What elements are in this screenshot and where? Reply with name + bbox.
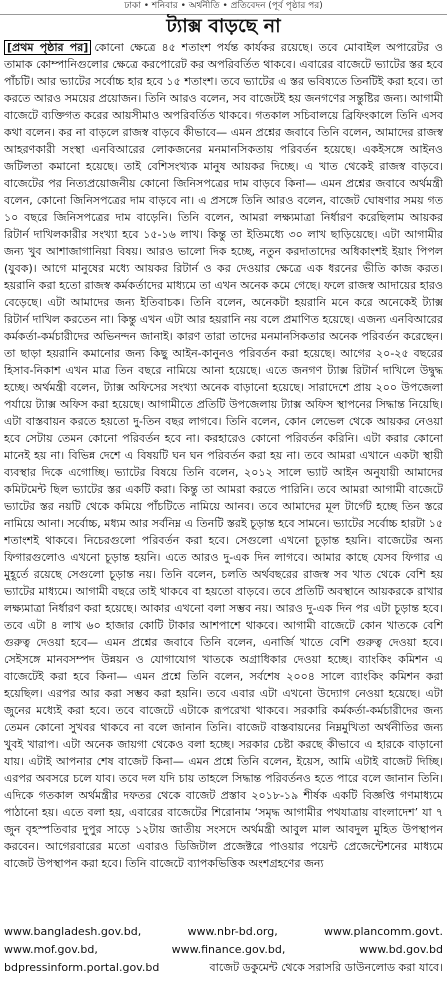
link-pressinform[interactable]: bdpressinform.portal.gov.bd <box>4 961 160 974</box>
link-bangladesh-gov[interactable]: www.bangladesh.gov.bd, <box>4 925 142 938</box>
continuation-tag: [প্রথম পৃষ্ঠার পর] <box>4 40 91 55</box>
download-note: বাজেট ডকুমেন্ট থেকে সরাসরি ডাউনলোড করা যাবে। <box>209 961 443 974</box>
article-paragraph <box>4 39 443 872</box>
link-plancomm[interactable]: www.plancomm.govt. <box>324 925 443 938</box>
reference-links <box>4 923 443 979</box>
link-bd-gov[interactable]: www.bd.gov.bd <box>359 943 443 956</box>
link-nbr[interactable]: www.nbr-bd.org, <box>187 925 278 938</box>
link-mof[interactable]: www.mof.gov.bd, <box>4 943 98 956</box>
page-header-strip: ঢাকা • শনিবার • অর্থনীতি • প্রতিবেদন (পূর্ব পৃষ্ঠার পর) <box>0 0 447 15</box>
links-row-2 <box>4 941 443 959</box>
link-finance[interactable]: www.finance.gov.bd, <box>171 943 286 956</box>
links-row-1 <box>4 923 443 941</box>
links-row-3 <box>4 959 443 977</box>
article-body <box>4 39 443 921</box>
article-headline: ট্যাক্স বাড়ছে না <box>166 15 281 37</box>
article-text: কোনো ক্ষেত্রে ৪৫ শতাংশ পর্যন্ত কার্যকর রয়েছে। তবে মোবাইল অপারেটর ও তামাক কোম্পানিগুলোর ক্ষেত্রে করপোরেট কর অপরিবর্তিত থাকবে। এবারের বাজেটে ভ্যাটের স্তর হবে পাঁচটি। আর ভ্যাটের সর্বোচ্চ হার হবে ১৫ শতাংশ। তবে ভ্যাটের এ স্তর ভবিষ্যতে তিনটিই করা হবে। তা করতে আরও সময়ের প্রয়োজন। তিনি আরও বলেন, সব বাজেটই হয় জনগণের সন্তুষ্টির জন্য। আগামী বাজেটে ব্যক্তিগত করের আয়সীমাও অপরিবর্তিত থাকবে। গতকাল সচিবালয়ে ব্রিফিংকালে তিনি এসব কথা বলেন। কর না বাড়লে রাজস্ব বাড়বে কীভাবে— এমন প্রশ্নের জবাবে তিনি বলেন, আমাদের রাজস্ব আহরণকারী সংস্থা এনবিআরের লোকজনের মনমানসিকতায় পরিবর্তন হয়েছে। একইসঙ্গে আইনও জটিলতা কমানো হয়েছে। তাই বেশিসংখ্যক মানুষ আয়কর দিচ্ছে। এ খাত থেকেই রাজস্ব বাড়বে। বাজেটের পর নিত্যপ্রয়োজনীয় কোনো জিনিসপত্রের দাম বাড়বে কিনা— এমন প্রশ্নের জবাবে অর্থমন্ত্রী বলেন, কোনো জিনিসপত্রের দাম বাড়বে না। এ প্রসঙ্গে তিনি আরও বলেন, বাজেট ঘোষণার সময় গত ১০ বছরে জিনিসপত্রের দাম বাড়েনি। তিনি বলেন, আমরা লক্ষ্যমাত্রা নির্ধারণ করেছিলাম আয়কর রিটার্ন দাখিলকারীর সংখ্যা হবে ১৫-১৬ লাখ। কিন্তু তা ইতিমধ্যে ৩০ লাখ ছাড়িয়েছে। এটা আগামীর জন্য খুব আশাজাগানিয়া বিষয়। আরও ভালো দিক হচ্ছে, নতুন করদাতাদের অধিকাংশই ইয়াং পিপল (যুবক)। আগে মানুষের মধ্যে আয়কর রিটার্ন ও কর দেওয়ার ক্ষেত্রে এক ধরনের ভীতি কাজ করত। হয়রানি করা হতো রাজস্ব কর্মকর্তাদের মাধ্যমে তা এখন অনেক কমে গেছে। ফলে রাজস্ব আদায়ের হারও বেড়েছে। এটা আমাদের জন্য ইতিবাচক। তিনি বলেন, অনেকটা হয়রানি মনে করে অনেকেই ট্যাক্স রিটার্ন দাখিল করতেন না। কিন্তু এখন এটা আর হয়রানি নয় বলে প্রমাণিত হয়েছে। এজন্য এনবিআরের কর্মকর্তা-কর্মচারীদের অভিনন্দন জানাই। কারণ তারা তাদের মনমানসিকতার অনেক পরিবর্তন করেছেন। তা ছাড়া হয়রানি কমানোর জন্য কিছু আইন-কানুনও পরিবর্তন করা হয়েছে। আগের ২০-২৫ বছরের হিসাব-নিকাশ এখন মাত্র তিন বছরে নামিয়ে আনা হয়েছে। এতে জনগণ ট্যাক্স রিটার্ন দাখিলে উদ্বুদ্ধ হচ্ছে। অর্থমন্ত্রী বলেন, ট্যাক্স অফিসের সংখ্যা অনেক বাড়ানো হয়েছে। সারাদেশে প্রায় ২০০ উপজেলা পর্যায়ে ট্যাক্স অফিস করা হয়েছে। আগামীতে প্রতিটি উপজেলায় ট্যাক্স অফিস স্থাপনের সিদ্ধান্ত নিয়েছি। এটা বাস্তবায়ন করতে হয়তো দু-তিন বছর লাগবে। তিনি বলেন, কোন লেভেল থেকে আয়কর নেওয়া হবে সেটায় তেমন কোনো পরিবর্তন হবে না। করহারেও কোনো পরিবর্তন করিনি। এটা করার কোনো মানেই হয় না। বিভিন্ন দেশে এ বিষয়টি ঘন ঘন পরিবর্তন করা হয় না। তবে আমরা এখানে একটা স্থায়ী ব্যবস্থার দিকে এগোচ্ছি। ভ্যাটের বিষয়ে তিনি বলেন, ২০১২ সালে ভ্যাট আইন অনুযায়ী আমাদের কমিটমেন্ট ছিল ভ্যাটের স্তর একটি করা। কিন্তু তা আমরা করতে পারিনি। তবে আমরা আগামী বাজেটে ভ্যাটের স্তর নয়টি থেকে কমিয়ে পাঁচটিতে নামিয়ে আনব। তবে আমাদের মূল টার্গেট হচ্ছে তিন স্তরে নামিয়ে আনা। সর্বোচ্চ, মধ্যম আর সর্বনিম্ন এ তিনটি স্তরই চূড়ান্ত হবে সামনে। ভ্যাটের সর্বোচ্চ হারটা ১৫ শতাংশই থাকবে। নিচেরগুলো পরিবর্তন করা হবে। সেগুলো এখনো চূড়ান্ত হয়নি। বাজেটের অন্য ফিগারগুলোও এখনো চূড়ান্ত হয়নি। এতে আরও দু-এক দিন লাগবে। আমার কাছে যেসব ফিগার এ মুহূর্তে রয়েছে সেগুলো চূড়ান্ত নয়। তিনি বলেন, চলতি অর্থবছরের রাজস্ব সব খাত থেকে বেশি হয় ভ্যাটের মাধ্যমে। আগামী বছরে তাই থাকবে বা হয়তো বাড়বে। তবে প্রতিটি অবস্থানে আয়করকে রাখার লক্ষ্যমাত্রা নির্ধারণ করা হয়েছে। আকার এখনো বলা সম্ভব নয়। আরও দু-এক দিন পর এটা চূড়ান্ত হবে। তবে এটা ৪ লাখ ৬০ হাজার কোটি টাকার আশপাশে থাকবে। আগামী বাজেটে কোন খাতকে বেশি গুরুত্ব দেওয়া হবে— এমন প্রশ্নের জবাবে তিনি বলেন, এনার্জি খাতে বেশি গুরুত্ব দেওয়া হবে। সেইসঙ্গে মানবসম্পদ উন্নয়ন ও যোগাযোগ খাতকে অগ্রাধিকার দেওয়া হচ্ছে। ব্যাংকিং কমিশন এ বাজেটেই করা হবে কিনা— এমন প্রশ্নে তিনি বলেন, সর্বশেষ ২০০৪ সালে ব্যাংকিং কমিশন করা হয়েছিল। এরপর আর করা সম্ভব করা হয়নি। তবে এবার এটা এখনো উদ্যোগ নেওয়া হয়েছে। এটা জুনের মধ্যেই করা হবে। তবে বাজেটে এটাকে রূপরেখা থাকবে। সরকারি কর্মকর্তা-কর্মচারীদের জন্য তেমন কোনো সুখবর থাকবে না বলে জানান তিনি। বাজেট বাস্তবায়নের নিম্নমুখিতা অর্থনীতির জন্য খুবই খারাপ। এটা অনেক জায়গা থেকেও বলা হচ্ছে। সরকার চেষ্টা করছে কীভাবে এ হারকে বাড়ানো যায়। এটাই আপনার শেষ বাজেট কিনা— এমন প্রশ্নে তিনি বলেন, ইয়েস, আমি এটাই বাজেট দিচ্ছি। এরপর অবসরে চলে যাব। তবে দল যদি চায় তাহলে সিদ্ধান্ত পরিবর্তনও হতে পারে বলে জানান তিনি। এদিকে গতকাল অর্থমন্ত্রীর দফতর থেকে বাজেট প্রস্তাব ২০১৮-১৯ শীর্ষক একটি বিজ্ঞপ্তি গণমাধ্যমে পাঠানো হয়। এতে বলা হয়, এবারের বাজেটের শিরোনাম ‘সমৃদ্ধ আগামীর পথযাত্রায় বাংলাদেশ’ যা ৭ জুন বৃহস্পতিবার দুপুর সাড়ে ১২টায় জাতীয় সংসদে অর্থমন্ত্রী আবুল মাল আবদুল মুহিত উপস্থাপন করবেন। আগেরবারের মতো এবারও ডিজিটাল প্রজেক্টরে পাওয়ার পয়েন্ট প্রেজেন্টেশনের মাধ্যমে বাজেট উপস্থাপন করা হবে। তিনি বাজেটে ব্যাপকভিত্তিক অংশগ্রহণের জন্য <box>4 41 443 870</box>
